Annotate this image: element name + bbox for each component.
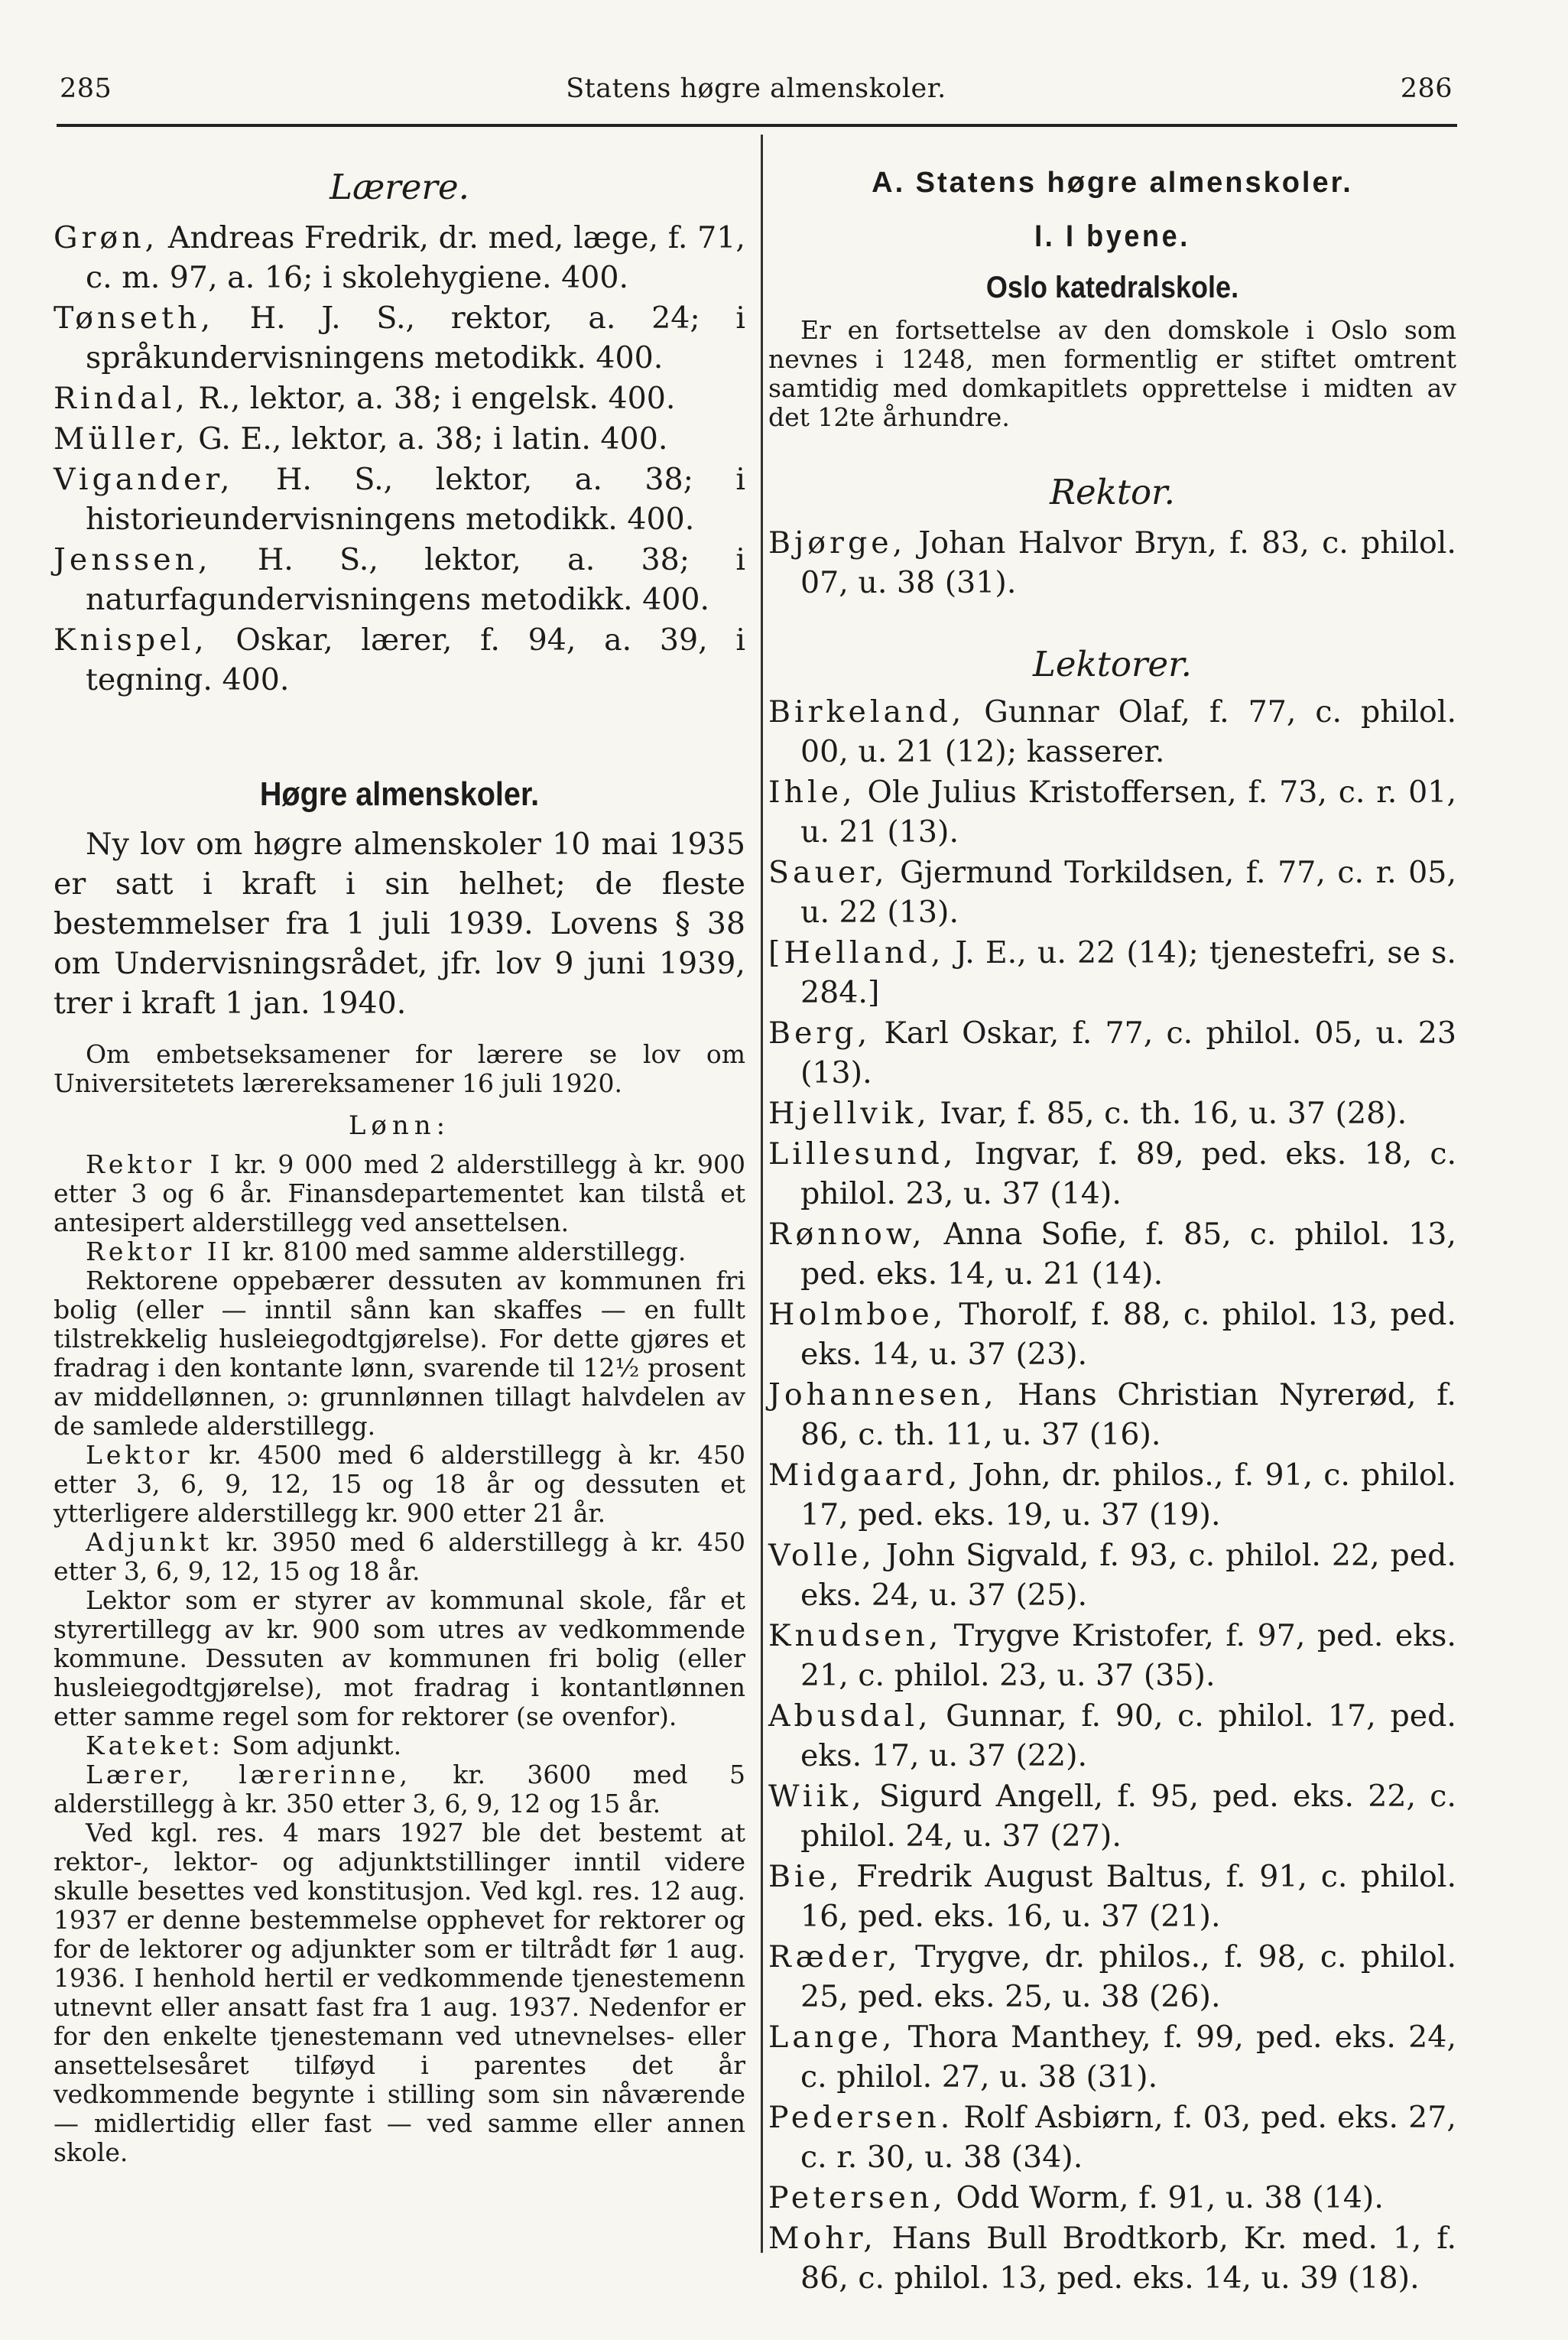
list-item: Sauer, Gjermund Torkildsen, f. 77, c. r. 05, u. 22 (13). — [768, 855, 1456, 930]
laerere-list — [54, 218, 745, 700]
lonn-paragraph: Kateket: Som adjunkt. — [86, 1731, 402, 1760]
law-intro-paragraph: Ny lov om høgre almenskoler 10 mai 1935 er satt i kraft i sin helhet; de fleste bestemmelser fra 1 juli 1939. Lovens § 38 om Undervisningsrådet, jfr. lov 9 juni 1939, trer i kraft 1 jan. 1940. — [54, 827, 745, 1021]
list-item: Hjellvik, Ivar, f. 85, c. th. 16, u. 37 (28). — [768, 1096, 1407, 1131]
list-item: Ihle, Ole Julius Kristoffersen, f. 73, c. r. 01, u. 21 (13). — [768, 775, 1456, 850]
list-item: Grøn, Andreas Fredrik, dr. med, læge, f. 71, c. m. 97, a. 16; i skolehygiene. 400. — [54, 220, 745, 295]
section-a-heading: A. Statens høgre almenskoler. — [872, 167, 1353, 199]
column-divider — [761, 135, 763, 2253]
list-item: Birkeland, Gunnar Olaf, f. 77, c. philol. 00, u. 21 (12); kasserer. — [768, 694, 1456, 769]
list-item: Ræder, Trygve, dr. philos., f. 98, c. philol. 25, ped. eks. 25, u. 38 (26). — [768, 1939, 1456, 2014]
list-item: Lillesund, Ingvar, f. 89, ped. eks. 18, c. philol. 23, u. 37 (14). — [768, 1136, 1456, 1211]
heading-lektorer: Lektorer. — [1033, 644, 1192, 684]
list-item: Lange, Thora Manthey, f. 99, ped. eks. 24, c. philol. 27, u. 38 (31). — [768, 2020, 1456, 2095]
list-item: Bjørge, Johan Halvor Bryn, f. 83, c. philol. 07, u. 38 (31). — [768, 525, 1456, 600]
list-item: Johannesen, Hans Christian Nyrerød, f. 86, c. th. 11, u. 37 (16). — [768, 1377, 1456, 1452]
list-item: Mohr, Hans Bull Brodtkorb, Kr. med. 1, f. 86, c. philol. 13, ped. eks. 14, u. 39 (18). — [768, 2221, 1456, 2296]
page-number-right: 286 — [1400, 73, 1453, 104]
heading-rektor: Rektor. — [1050, 472, 1175, 512]
list-item: Müller, G. E., lektor, a. 38; i latin. 400. — [54, 421, 668, 457]
left-column — [54, 153, 745, 2167]
eksamen-note: Om embetseksamener for lærere se lov om Universitetets lærereksamener 16 juli 1920. — [54, 1039, 745, 1098]
lektorer-list — [768, 692, 1456, 2298]
lonn-heading: Lønn: — [348, 1110, 451, 1141]
lonn-paragraph: Adjunkt kr. 3950 med 6 alderstillegg à kr. 450 etter 3, 6, 9, 12, 15 og 18 år. — [54, 1527, 745, 1586]
lonn-section — [54, 1150, 745, 2167]
list-item: [Helland, J. E., u. 22 (14); tjenestefri, se s. 284.] — [768, 935, 1456, 1010]
lonn-paragraph: Lektor som er styrer av kommunal skole, får et styrertillegg av kr. 900 som utres av vedkommende kommune. Dessuten av kommunen fri bolig (eller husleiegodtgjørelse), mot fradrag i kontantlønnen etter samme regel som for rektorer (se ovenfor). — [54, 1585, 745, 1731]
list-item: Abusdal, Gunnar, f. 90, c. philol. 17, ped. eks. 17, u. 37 (22). — [768, 1698, 1456, 1773]
heading-hogre-almenskoler: Høgre almenskoler. — [259, 775, 540, 813]
list-item: Wiik, Sigurd Angell, f. 95, ped. eks. 22, c. philol. 24, u. 37 (27). — [768, 1779, 1456, 1854]
list-item: Midgaard, John, dr. philos., f. 91, c. philol. 17, ped. eks. 19, u. 37 (19). — [768, 1458, 1456, 1532]
subsection-heading: I. I byene. — [1034, 219, 1190, 253]
lonn-paragraph: Lærer, lærerinne, kr. 3600 med 5 alderstillegg à kr. 350 etter 3, 6, 9, 12 og 15 år. — [54, 1760, 745, 1818]
page-number-left: 285 — [60, 73, 112, 104]
lonn-paragraph: Ved kgl. res. 4 mars 1927 ble det bestemt at rektor-, lektor- og adjunktstillinger inntil videre skulle besettes ved konstitusjon. Ved kgl. res. 12 aug. 1937 er denne bestemmelse opphevet for rektorer og for de lektorer og adjunkter som er tiltrådt før 1 aug. 1936. I henhold hertil er vedkommende tjenestemenn utnevnt eller ansatt fast fra 1 aug. 1937. Nedenfor er for den enkelte tjenestemann ved utnevnelses- eller ansettelsesåret tilføyd i parentes det år vedkommende begynte i stilling som sin nåværende — midlertidig eller fast — ved samme eller annen skole. — [54, 1818, 745, 2167]
school-heading: Oslo katedralskole. — [985, 271, 1239, 304]
heading-laerere: Lærere. — [330, 167, 469, 207]
list-item: Volle, John Sigvald, f. 93, c. philol. 22, ped. eks. 24, u. 37 (25). — [768, 1538, 1456, 1613]
list-item: Jenssen, H. S., lektor, a. 38; i naturfagundervisningens metodikk. 400. — [54, 542, 745, 617]
list-item: Holmboe, Thorolf, f. 88, c. philol. 13, ped. eks. 14, u. 37 (23). — [768, 1297, 1456, 1372]
right-column — [768, 153, 1456, 2299]
header-rule — [57, 124, 1457, 127]
school-intro: Er en fortsettelse av den domskole i Oslo som nevnes i 1248, men formentlig er stiftet omtrent samtidig med domkapitlets opprettelse i midten av det 12te århundre. — [768, 315, 1456, 432]
list-item: Berg, Karl Oskar, f. 77, c. philol. 05, u. 23 (13). — [768, 1016, 1456, 1090]
running-title: Statens høgre almenskoler. — [566, 73, 946, 104]
list-item: Knudsen, Trygve Kristofer, f. 97, ped. eks. 21, c. philol. 23, u. 37 (35). — [768, 1618, 1456, 1693]
lonn-paragraph: Rektorene oppebærer dessuten av kommunen fri bolig (eller — inntil sånn kan skaffes — en fullt tilstrekkelig husleiegodtgjørelse). For dette gjøres et fradrag i den kontante lønn, svarende til 12½ prosent av middellønnen, ɔ: grunnlønnen tillagt halvdelen av de samlede alderstillegg. — [54, 1266, 745, 1441]
list-item: Petersen, Odd Worm, f. 91, u. 38 (14). — [768, 2180, 1384, 2215]
list-item: Pedersen. Rolf Asbiørn, f. 03, ped. eks. 27, c. r. 30, u. 38 (34). — [768, 2100, 1456, 2175]
lonn-paragraph: Lektor kr. 4500 med 6 alderstillegg à kr. 450 etter 3, 6, 9, 12, 15 og 18 år og dessuten et ytterligere alderstillegg kr. 900 etter 21 år. — [54, 1440, 745, 1528]
running-head — [60, 73, 1453, 113]
lonn-paragraph: Rektor I kr. 9 000 med 2 alderstillegg à kr. 900 etter 3 og 6 år. Finansdepartementet kan tilstå et antesipert alderstillegg ved ansettelsen. — [54, 1149, 745, 1237]
list-item: Bie, Fredrik August Baltus, f. 91, c. philol. 16, ped. eks. 16, u. 37 (21). — [768, 1859, 1456, 1934]
list-item: Rønnow, Anna Sofie, f. 85, c. philol. 13, ped. eks. 14, u. 21 (14). — [768, 1217, 1456, 1292]
list-item: Tønseth, H. J. S., rektor, a. 24; i språkundervisningens metodikk. 400. — [54, 301, 745, 375]
lonn-paragraph: Rektor II kr. 8100 med samme alderstillegg. — [86, 1237, 687, 1266]
list-item: Knispel, Oskar, lærer, f. 94, a. 39, i tegning. 400. — [54, 622, 745, 697]
list-item: Rindal, R., lektor, a. 38; i engelsk. 400. — [54, 381, 676, 416]
list-item: Vigander, H. S., lektor, a. 38; i historieundervisningens metodikk. 400. — [54, 462, 745, 537]
